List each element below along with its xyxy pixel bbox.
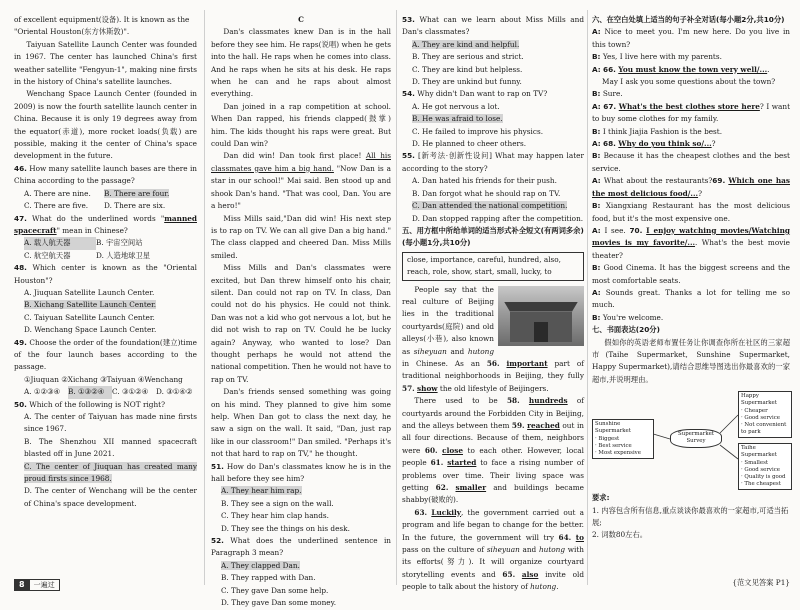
question-48: 48. Which center is known as the "Oriental Houston"? A. Jiuquan Satellite Launch Center. B. Xichang Satellite Launch Center. C. Taiyuan Satellite Launch Center. D. Wenchang Space Launch Center. bbox=[14, 262, 197, 336]
question-53: 53. What can we learn about Miss Mills and Dan's classmates? A. They are kind and helpful. B. They are serious and strict. C. They are kind but helpless. D. They are unkind but funny. bbox=[402, 14, 584, 88]
dialogue-line: May I ask you some questions about the town? bbox=[602, 77, 776, 87]
answer-62[interactable]: smaller bbox=[455, 483, 487, 493]
option-d[interactable]: D. Wenchang Space Launch Center. bbox=[24, 325, 157, 335]
requirement-1: 1. 内容包含所有信息,重点谈谈你最喜欢的一家超市,可适当拓展; bbox=[592, 505, 789, 527]
option-b[interactable]: B. They rapped with Dan. bbox=[221, 573, 316, 583]
question-55: 55. [新考法·创新性设问] What may happen later according to the story? A. Dan hated his friends for their push. B. Dan forgot what he should rap on TV. C. Dan attended the national competition. D. Dan stopped rapping after the competition. bbox=[402, 150, 584, 224]
option-b[interactable]: B. ①③②④ bbox=[68, 386, 112, 398]
dialogue-line: A: Sounds great. Thanks a lot for telling me so much. bbox=[592, 287, 790, 310]
mind-map bbox=[592, 389, 790, 489]
dialogue-line: B: You're welcome. bbox=[592, 312, 664, 322]
cloze-passage: People say that the real culture of Beijing lies in the traditional courtyards(庭院) and old alleys(小巷), also known as siheyuan and hutong in Chinese. As an 56. important part of traditional neighborhoods in Beijing, they fully 57. show the old lifestyle of Beijingers. There used to be 58. hundreds of courtyards around the Forbidden City in Beijing, and the alleys between them 59. reached out in all four directions. Because of them, neighbors were 60. close to each other. However, local people 61. started to face a rising number of problems over time. Their living space was getting 62. smaller and buildings became shabby(破败的). 63. Luckily, the government carried out a program and life began to change for the better. In the future, the government will try 64. to pass on the culture of siheyuan and hutong with its efforts(努力). It will organize courtyard storytelling events and 65. also invite old people to talk about the history of hutong. bbox=[402, 284, 585, 592]
option-c[interactable]: C. They are kind but helpless. bbox=[412, 64, 523, 74]
passage-paragraph: Miss Mills said,"Dan did win! His next step is to rap on TV. We can all give Dan a big hand." The class clapped and cheered Dan. Miss Mills smiled. bbox=[211, 213, 391, 260]
requirements-title: 要求: bbox=[592, 493, 610, 503]
dialogue-line: A: 68. Why do you think so/...? bbox=[592, 139, 716, 149]
dialogue-line: B: Yes, I live here with my parents. bbox=[592, 52, 722, 62]
option-c[interactable]: C. ③①②④ bbox=[112, 387, 149, 397]
supermarket-survey-center: Supermarket Survey bbox=[670, 429, 722, 447]
column-divider bbox=[396, 10, 397, 585]
option-c[interactable]: C. The center of Jiuquan has created many proud firsts since 1968. bbox=[24, 461, 197, 484]
option-d[interactable]: D. They are unkind but funny. bbox=[412, 77, 522, 87]
question-46: 46. How many satellite launch bases are there in China according to the passage? A. There are nine. B. There are four. C. There are five. D. There are six. bbox=[14, 163, 197, 213]
answer-56[interactable]: important bbox=[506, 358, 548, 368]
option-b[interactable]: B. There are four. bbox=[104, 188, 170, 198]
question-54: 54. Why didn't Dan want to rap on TV? A. He got nervous a lot. B. He was afraid to lose. C. He failed to improve his physics. D. He planned to cheer others. bbox=[402, 88, 584, 150]
question-51: 51. How do Dan's classmates know he is in the hall before they see him? A. They hear him rap. B. They see a sign on the wall. C. They hear him clap hands. D. They see the things on his desk. bbox=[211, 461, 391, 535]
passage-heading: C bbox=[298, 15, 304, 24]
hutong-photo bbox=[498, 286, 584, 346]
option-a[interactable]: A. The center of Taiyuan has made nine firsts since 1967. bbox=[24, 412, 197, 434]
passage-paragraph: Dan's classmates knew Dan is in the hall before they see him. He raps(说唱) when he gets into the hall. He raps when he comes into class. And he raps when he sits at his desk. He raps when he can and he raps about almost everything. bbox=[211, 27, 391, 99]
option-c[interactable]: C. Taiyuan Satellite Launch Center. bbox=[24, 312, 155, 322]
question-47: 47. What do the underlined words "manned spacecraft" mean in Chinese? A. 载人航天器 B. 宇宙空间站 C. 航空航天器 D. 人造地球卫星 bbox=[14, 213, 197, 263]
column-4 bbox=[592, 14, 790, 542]
option-c[interactable]: C. They gave Dan some help. bbox=[221, 585, 329, 595]
taihe-supermarket-box: Taihe Supermarket · Smallest · Good service · Quality is good · The cheapest bbox=[738, 443, 792, 490]
option-a[interactable]: A. They hear him rap. bbox=[221, 486, 302, 496]
dialogue-line: A: 66. You must know the town very well/.... bbox=[592, 64, 770, 74]
happy-supermarket-box: Happy Supermarket · Cheaper · Good service · Not convenient to park bbox=[738, 391, 792, 438]
option-d[interactable]: D. There are six. bbox=[104, 201, 166, 211]
column-2 bbox=[211, 14, 391, 610]
answer-63[interactable]: Luckily bbox=[431, 507, 462, 517]
dialogue-line: B: Xiangxiang Restaurant has the most delicious food, but it's the most expensive one. bbox=[592, 201, 790, 223]
requirement-2: 2. 词数80左右。 bbox=[592, 530, 648, 540]
answer-67[interactable]: What's the best clothes store here bbox=[618, 101, 760, 111]
option-b[interactable]: B. 宇宙空间站 bbox=[96, 238, 143, 248]
answer-66[interactable]: You must know the town very well/... bbox=[618, 64, 768, 74]
dialogue-line: B: Because it has the cheapest clothes and the best service. bbox=[592, 151, 790, 173]
option-c[interactable]: C. Dan attended the national competition. bbox=[412, 201, 568, 211]
option-d[interactable]: D. ③①④② bbox=[156, 387, 193, 397]
option-a[interactable]: A. There are nine. bbox=[24, 188, 91, 198]
dialogue-line: B: I think Jiajia Fashion is the best. bbox=[592, 126, 723, 136]
answer-69[interactable]: Which one has the most delicious food/... bbox=[592, 176, 790, 198]
answer-64[interactable]: to bbox=[575, 532, 584, 542]
section-7-heading: 七、书面表达(20分) bbox=[592, 325, 660, 335]
option-a[interactable]: A. Jiuquan Satellite Launch Center. bbox=[24, 287, 155, 297]
dialogue-line: A: 67. What's the best clothes store here? I want to buy some clothes for my family. bbox=[592, 101, 790, 124]
section-5-heading: 五、用方框中所给单词的适当形式补全短文(有两词多余)(每小题1分,共10分) bbox=[402, 225, 584, 248]
answer-70[interactable]: I enjoy watching movies/Watching movies is my favorite/... bbox=[592, 225, 791, 248]
passage-paragraph: Wenchang Space Launch Center (founded in 2009) is now the fourth satellite launch center in China. Because it is only 19 degrees away from the equator(赤道), more rocket loads(负载) are possible, making it the center of China's space development in the future. bbox=[14, 89, 197, 161]
option-a[interactable]: A. 载人航天器 bbox=[24, 237, 96, 249]
option-c[interactable]: C. He failed to improve his physics. bbox=[412, 126, 544, 136]
passage-paragraph: Dan's friends sensed something was going on his mind. They planned to give him some help. When Dan got to class the next day, he saw a sign on the wall. It said, "Dan, just rap like in our classroom!" Dan smiled. "Perhaps it's not that hard to rap on TV," he thought. bbox=[211, 387, 391, 459]
option-b[interactable]: B. He was afraid to lose. bbox=[412, 114, 503, 124]
option-c[interactable]: C. 航空航天器 bbox=[24, 250, 71, 260]
option-d[interactable]: D. 人造地球卫星 bbox=[96, 250, 151, 260]
page-number: 8 bbox=[14, 579, 30, 591]
section-6-heading: 六、在空白处填上适当的句子补全对话(每小题2分,共10分) bbox=[592, 15, 785, 24]
option-a[interactable]: A. They clapped Dan. bbox=[221, 560, 300, 570]
answer-reference: {范文见答案 P1} bbox=[732, 577, 790, 587]
question-49: 49. Choose the order of the foundation(建立)time of the four launch bases according to the passage. ①Jiuquan ②Xichang ③Taiyuan ④Wenchang A. ①②③④ B. ①③②④ C. ③①②④ D. ③①④② bbox=[14, 337, 197, 399]
new-method-tag: [新考法·创新性设问] bbox=[418, 151, 492, 161]
answer-68[interactable]: Why do you think so/... bbox=[618, 139, 712, 149]
option-d[interactable]: D. Dan stopped rapping after the competition. bbox=[412, 213, 584, 223]
option-c[interactable]: C. They hear him clap hands. bbox=[221, 511, 329, 521]
question-52: 52. What does the underlined sentence in Paragraph 3 mean? A. They clapped Dan. B. They rapped with Dan. C. They gave Dan some help. D. They gave Dan some money. bbox=[211, 535, 391, 609]
option-c[interactable]: C. There are five. bbox=[24, 201, 89, 211]
passage-paragraph: Dan joined in a rap competition at school. When Dan rapped, his friends clapped(鼓掌) him. The kids thought his raps were great. But could Dan win? bbox=[211, 101, 391, 149]
option-b[interactable]: B. They are serious and strict. bbox=[412, 52, 524, 62]
answer-58[interactable]: hundreds bbox=[528, 396, 568, 406]
question-50: 50. Which of the following is NOT right? A. The center of Taiyuan has made nine firsts since 1967. B. The Shenzhou XII manned spacecraft blasted off in June 2021. C. The center of Jiuquan has created many proud firsts since 1968. D. The center of Wenchang will be the center of China's space development. bbox=[14, 399, 197, 511]
column-3 bbox=[402, 14, 584, 594]
passage-paragraph: Dan did win! Dan took first place! All his classmates gave him a big hand. "Now Dan is a star in our school!" Mai said. Ben stood up and shook Dan's hand. "That was cool, Dan. You are a hero!" bbox=[211, 151, 391, 211]
dialogue-line: B: Good Cinema. It has the biggest screens and the most comfortable seats. bbox=[592, 263, 790, 285]
sunshine-supermarket-box: Sunshine Supermarket · Biggest · Best service · Most expensive bbox=[592, 419, 654, 459]
continued-text: of excellent equipment(设备). It is known as the "Oriental Houston(东方休斯敦)". bbox=[14, 15, 190, 37]
answer-60[interactable]: close bbox=[442, 445, 463, 455]
brand-logo: 一遍过 bbox=[30, 579, 60, 591]
option-d[interactable]: D. They see the things on his desk. bbox=[221, 523, 350, 533]
writing-prompt: 假如你的英语老师布置任务让你调查你所在社区的三家超市(Taihe Supermarket, Sunshine Supermarket, Happy Supermarket),请结合思维导图选出你最喜欢的一家超市,并说明理由。 bbox=[592, 337, 790, 384]
dialogue-line: A: Nice to meet you. I'm new here. Do you live in this town? bbox=[592, 27, 790, 49]
answer-57[interactable]: show bbox=[417, 383, 438, 393]
column-1 bbox=[14, 14, 197, 510]
option-a[interactable]: A. Dan hated his friends for their push. bbox=[412, 176, 557, 186]
passage-paragraph: Miss Mills and Dan's classmates were excited, but Dan threw himself onto his chair, silent. Dan could not rap on TV. In class, Dan could not do his physics. He could not think. Dan was not a kid who got nervous a lot, but he did not wish to rap on TV. Could he be lucky again? Anyway, who wanted to lose? Dan thought perhaps he would not attend the national competition. Then he would not have to rap on TV. bbox=[211, 263, 391, 384]
option-d[interactable]: D. The center of Wenchang will be the center of China's space development. bbox=[24, 486, 197, 508]
option-d[interactable]: D. He planned to cheer others. bbox=[412, 139, 527, 149]
column-divider bbox=[204, 10, 205, 585]
option-b[interactable]: B. Dan forgot what he should rap on TV. bbox=[412, 188, 561, 198]
option-a[interactable]: A. ①②③④ bbox=[24, 387, 61, 397]
passage-paragraph: Taiyuan Satellite Launch Center was founded in 1967. The center has launched China's first weather satellite "Fengyun-1", making nine firsts in the history of China's satellite launches. bbox=[14, 39, 197, 87]
option-d[interactable]: D. They gave Dan some money. bbox=[221, 598, 337, 608]
answer-65[interactable]: also bbox=[521, 569, 539, 579]
dialogue-line: B: Sure. bbox=[592, 89, 623, 99]
option-b[interactable]: B. They see a sign on the wall. bbox=[221, 498, 334, 508]
option-b[interactable]: B. Xichang Satellite Launch Center. bbox=[24, 300, 157, 310]
option-a[interactable]: A. He got nervous a lot. bbox=[412, 101, 500, 111]
answer-61[interactable]: started bbox=[447, 458, 477, 468]
option-b[interactable]: B. The Shenzhou XII manned spacecraft blasted off in June 2021. bbox=[24, 436, 197, 459]
word-bank: close, importance, careful, hundred, also, reach, role, show, start, small, lucky, to bbox=[402, 252, 584, 281]
dialogue-line: A: I see. 70. I enjoy watching movies/Watching movies is my favorite/.... What's the best movie theater? bbox=[592, 225, 791, 260]
dialogue-line: A: What about the restaurants?69. Which one has the most delicious food/...? bbox=[592, 176, 790, 198]
column-divider bbox=[587, 10, 588, 585]
option-a[interactable]: A. They are kind and helpful. bbox=[412, 39, 520, 49]
page-footer bbox=[14, 579, 60, 591]
answer-59[interactable]: reached bbox=[527, 421, 560, 430]
